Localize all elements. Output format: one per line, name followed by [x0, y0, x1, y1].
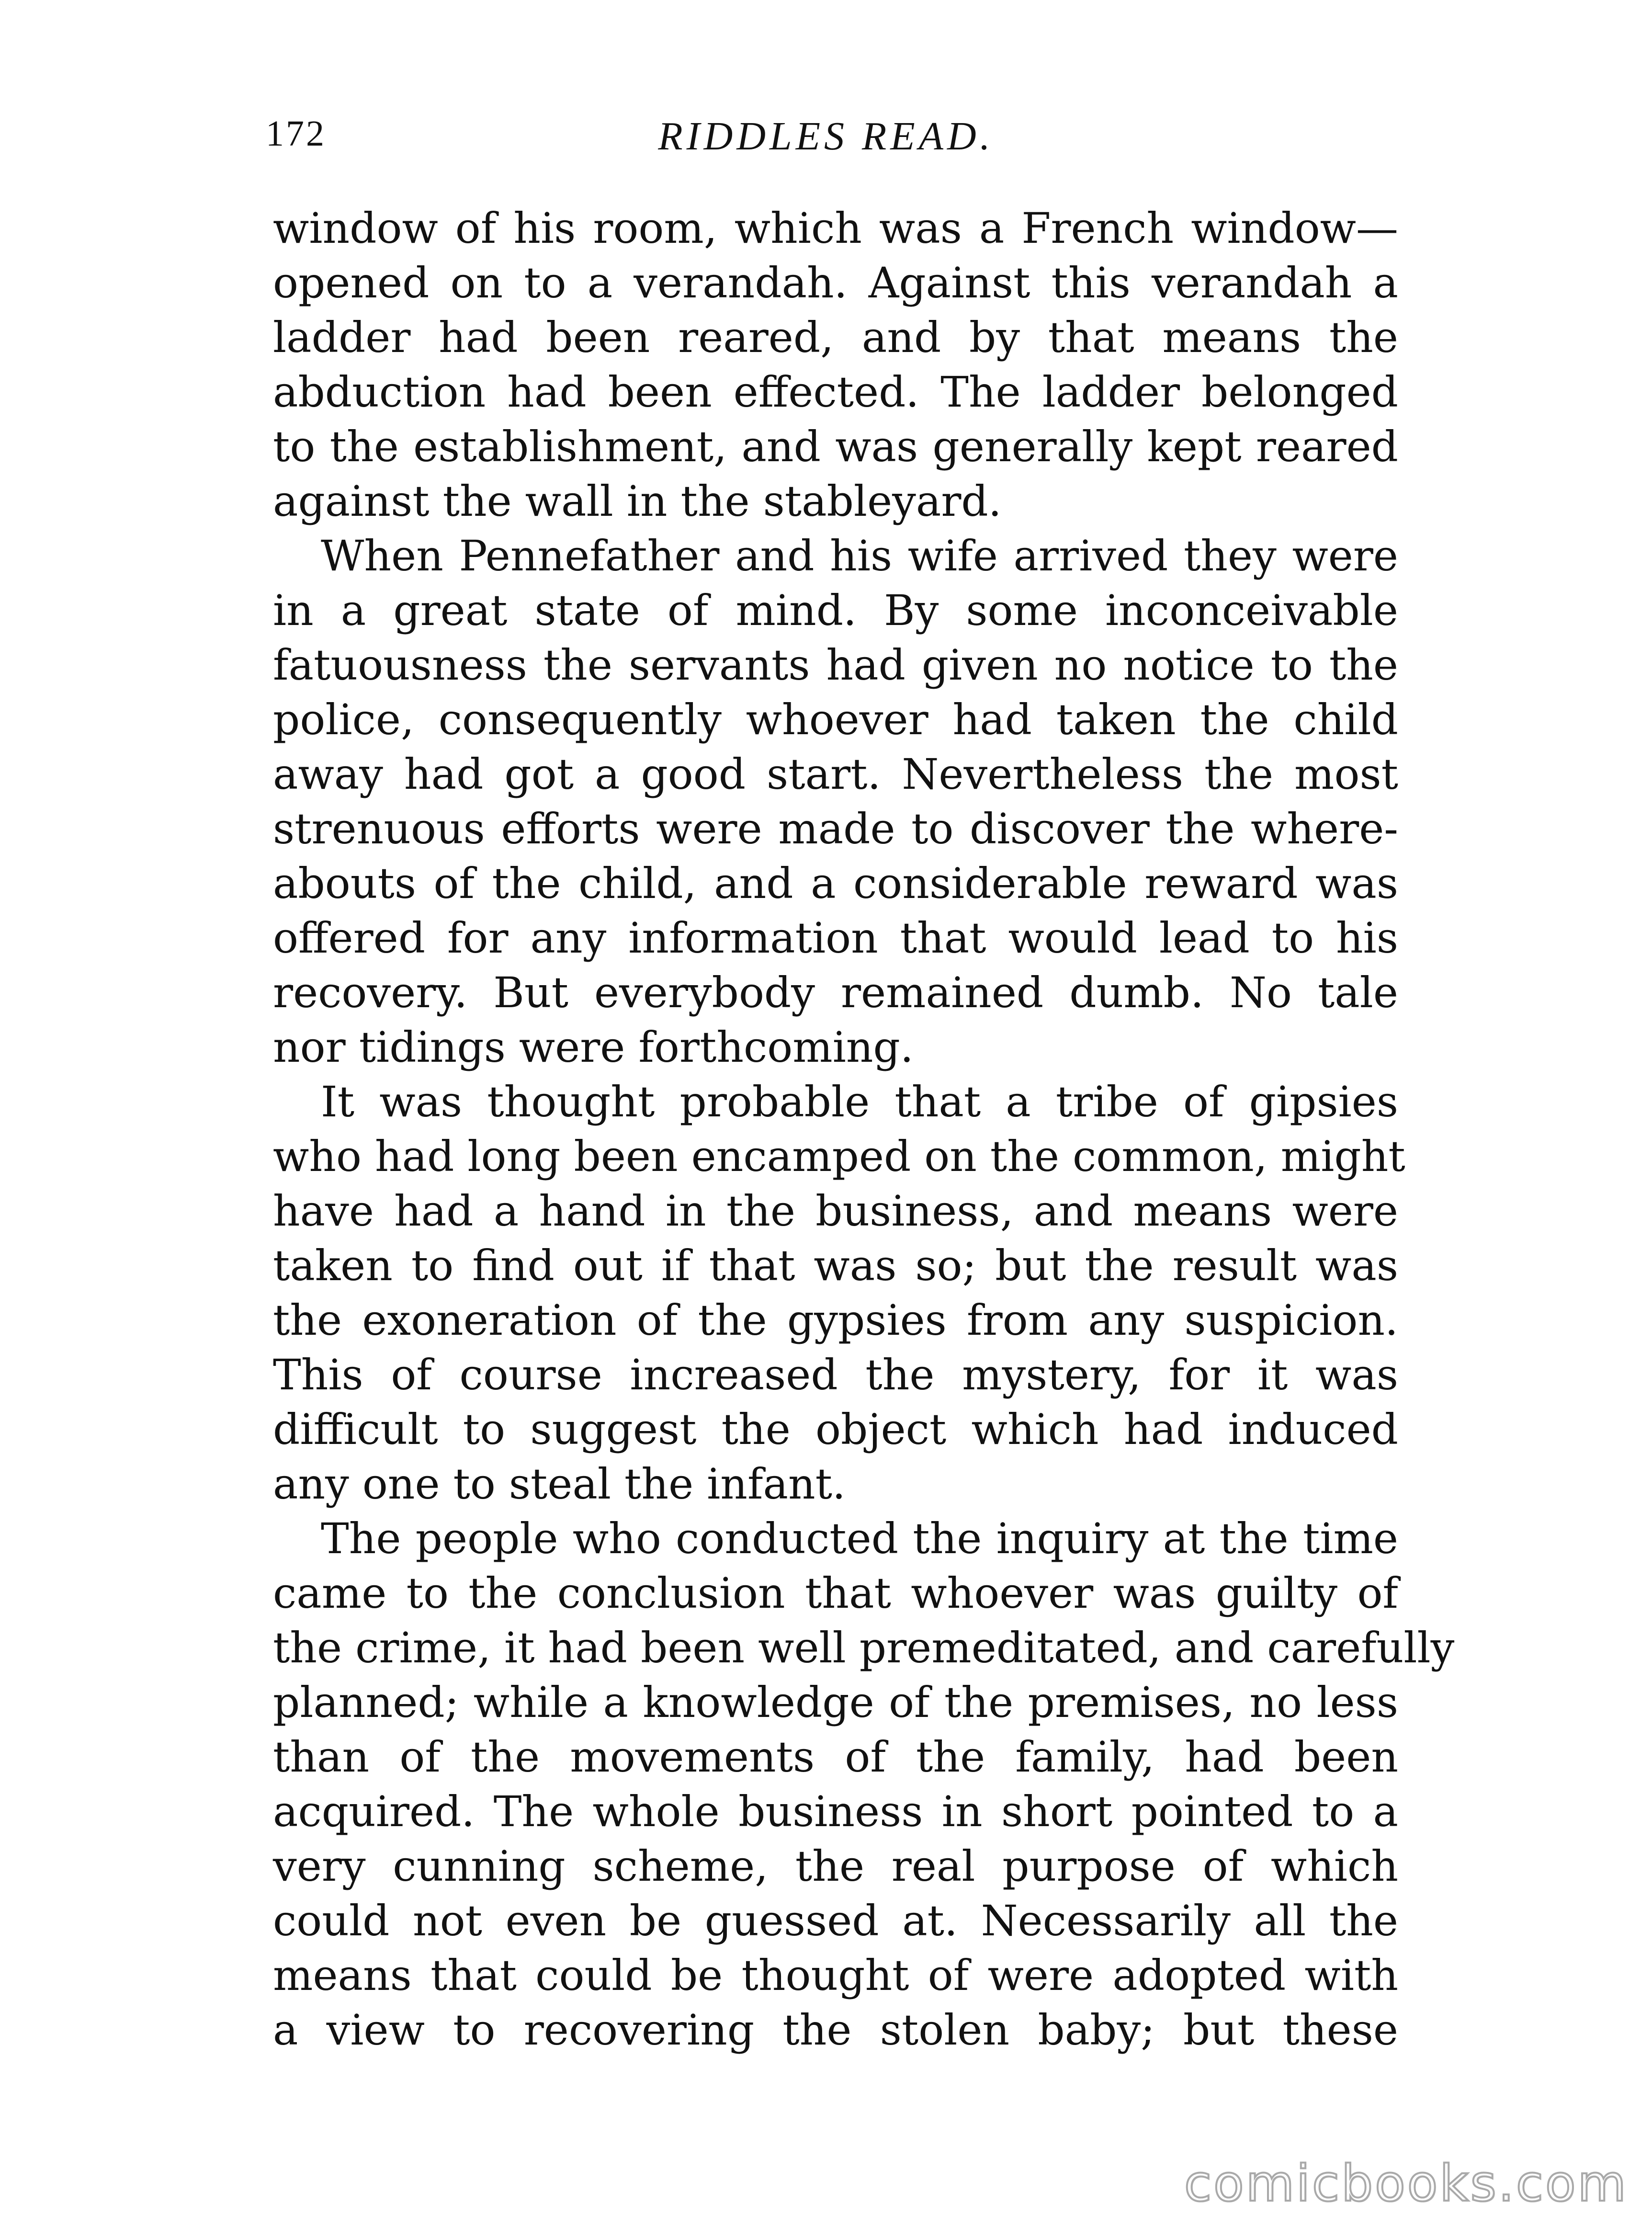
- text-line: have had a hand in the business, and means were: [273, 1186, 1398, 1236]
- text-line: very cunning scheme, the real purpose of which: [273, 1841, 1398, 1891]
- text-line: offered for any information that would lead to his: [273, 913, 1398, 963]
- text-line: fatuousness the servants had given no notice to the: [273, 640, 1398, 690]
- text-line: When Pennefather and his wife arrived they were: [321, 531, 1398, 580]
- text-line: means that could be thought of were adopted with: [273, 1951, 1398, 2000]
- text-line: a view to recovering the stolen baby; but these: [273, 2005, 1398, 2055]
- text-line: to the establishment, and was generally kept reared: [273, 422, 1398, 471]
- text-line: abduction had been effected. The ladder belonged: [273, 367, 1398, 417]
- text-line: acquired. The whole business in short pointed to a: [273, 1787, 1398, 1836]
- text-line: police, consequently whoever had taken the child: [273, 695, 1398, 744]
- text-line: taken to find out if that was so; but the result was: [273, 1241, 1398, 1290]
- text-line: recovery. But everybody remained dumb. No tale: [273, 968, 1398, 1017]
- text-line: could not even be guessed at. Necessarily all the: [273, 1896, 1398, 1945]
- text-line: who had long been encamped on the common, might: [273, 1132, 1405, 1181]
- text-line: the crime, it had been well premeditated, and carefully: [273, 1623, 1455, 1672]
- page-number: 172: [266, 114, 326, 154]
- text-line: The people who conducted the inquiry at the time: [321, 1514, 1398, 1563]
- running-title: RIDDLES READ.: [658, 114, 994, 159]
- text-line: in a great state of mind. By some inconceivable: [273, 586, 1398, 635]
- text-line: came to the conclusion that whoever was guilty of: [273, 1568, 1398, 1618]
- text-line: It was thought probable that a tribe of gipsies: [321, 1077, 1398, 1126]
- text-line: planned; while a knowledge of the premises, no less: [273, 1678, 1398, 1727]
- text-line: opened on to a verandah. Against this verandah a: [273, 258, 1398, 307]
- watermark: comicbooks.com: [1184, 2154, 1628, 2213]
- text-line: any one to steal the infant.: [273, 1459, 846, 1509]
- text-line: ladder had been reared, and by that means the: [273, 313, 1398, 362]
- text-line: against the wall in the stableyard.: [273, 477, 1002, 526]
- text-line: nor tidings were forthcoming.: [273, 1023, 914, 1072]
- text-line: the exoneration of the gypsies from any suspicion.: [273, 1295, 1398, 1345]
- text-line: than of the movements of the family, had been: [273, 1732, 1398, 1782]
- text-line: This of course increased the mystery, for it was: [273, 1350, 1398, 1399]
- text-line: away had got a good start. Nevertheless the most: [273, 750, 1398, 799]
- body-text: [273, 201, 1455, 2057]
- text-line: strenuous efforts were made to discover the where-: [273, 804, 1398, 853]
- text-line: abouts of the child, and a considerable reward was: [273, 859, 1398, 908]
- text-line: difficult to suggest the object which had induced: [273, 1405, 1398, 1454]
- text-line: window of his room, which was a French window—: [273, 204, 1398, 253]
